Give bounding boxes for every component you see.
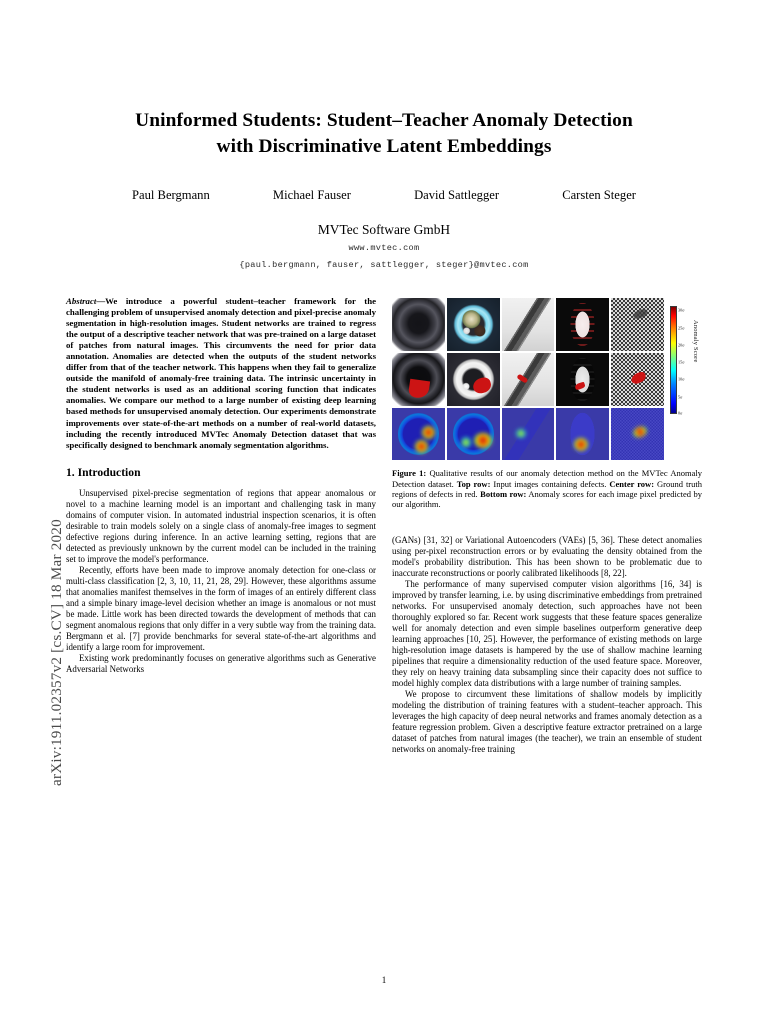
abstract	[66, 296, 376, 451]
figure-caption-bottom-row-label: Bottom row:	[480, 488, 527, 499]
intro-paragraph-2: Recently, efforts have been made to improve anomaly detection for one-class or multi-class classification [2, 3, 10, 11, 21, 28, 29]. However, these algorithms assume that anomalies manifest themselves in the form of images of an entirely different class and a simple binary image-level decision whether an image is anomalous or not must be made. Little work has been directed towards the development of methods that can segment anomalous regions that only differ in a very subtle way from the training data. Bergmann et al. [7] provide benchmarks for several state-of-the-art algorithms and identify a large room for improvement.	[66, 564, 376, 652]
page-number: 1	[381, 975, 387, 985]
figure-caption-top-row-label: Top row:	[456, 478, 491, 489]
colorbar-ticks	[678, 306, 692, 414]
author-3: David Sattlegger	[414, 188, 500, 202]
tile-anomaly-bottle	[392, 408, 445, 461]
section-heading-introduction: 1. Introduction	[66, 465, 141, 479]
figure-caption-part-2: Input images containing defects.	[490, 478, 610, 489]
figure-caption-center-row-label: Center row:	[609, 478, 655, 489]
tile-groundtruth-texture	[611, 353, 664, 406]
right-paragraph-1: (GANs) [31, 32] or Variational Autoencoders (VAEs) [5, 36]. These detect anomalies using per-pixel reconstruction errors or by evaluating the density obtained from the model's probability distribution. This has been shown to be problematic due to inaccurate reconstructions or poorly calibrated likelihoods [8, 22].	[392, 535, 702, 578]
colorbar-tick-4: 10σ	[678, 376, 685, 382]
tile-anomaly-capsule	[556, 408, 609, 461]
figure-caption-part-1: Qualitative results of our anomaly detection method on the MVTec Anomaly Detection dataset.	[392, 468, 702, 489]
colorbar-tick-5: 5σ	[678, 394, 683, 400]
colorbar-gradient	[670, 306, 677, 414]
paper-title-line-2: with Discriminative Latent Embeddings	[216, 136, 552, 157]
page-title	[84, 108, 684, 160]
author-1: Paul Bergmann	[132, 188, 210, 202]
tile-anomaly-screw	[502, 408, 555, 461]
affiliation: MVTec Software GmbH	[317, 222, 451, 237]
tile-input-capsule	[556, 298, 609, 351]
colorbar-tick-2: 20σ	[678, 342, 685, 348]
figure-1	[392, 298, 702, 510]
figure-caption-part-3: Ground truth regions of defects in red.	[392, 478, 702, 499]
intro-paragraph-1: Unsupervised pixel-precise segmentation of regions that appear anomalous or novel to a machine learning model is an important and challenging task in many domains of computer vision. In automated industrial inspection scenarios, it is often desirable to train models solely on a single class of anomaly-free images to segment defective regions during inference. In an active learning setting, regions that are detected as previously unknown by the current model can be included in the training set to improve the model's performance.	[66, 487, 376, 564]
author-list	[84, 188, 684, 203]
tile-input-texture	[611, 298, 664, 351]
tile-anomaly-cable	[447, 408, 500, 461]
figure-caption	[392, 468, 702, 509]
left-column	[66, 296, 376, 675]
tile-input-bottle	[392, 298, 445, 351]
colorbar-axis-label: Anomaly Score	[692, 320, 699, 363]
affiliation-url[interactable]: www.mvtec.com	[348, 243, 420, 253]
figure-caption-label: Figure 1:	[392, 468, 427, 479]
arxiv-stamp: arXiv:1911.02357v2 [cs.CV] 18 Mar 2020	[48, 519, 65, 786]
tile-anomaly-texture	[611, 408, 664, 461]
colorbar-tick-3: 15σ	[678, 359, 685, 365]
author-emails[interactable]: {paul.bergmann, fauser, sattlegger, steger}@mvtec.com	[239, 260, 529, 270]
intro-paragraph-3: Existing work predominantly focuses on generative algorithms such as Generative Adversarial Networks	[66, 652, 376, 674]
tile-groundtruth-cable	[447, 353, 500, 406]
right-paragraph-3: We propose to circumvent these limitations of shallow models by implicitly modeling the distribution of training features with a student–teacher approach. This leverages the high capacity of deep neural networks and frames anomaly detection as a feature regression problem. Given a descriptive feature extractor pretrained on a large dataset of patches from natural images (the teacher), we train an ensemble of student networks on anomaly-free training	[392, 689, 702, 754]
tile-groundtruth-bottle	[392, 353, 445, 406]
paper-title-line-1: Uninformed Students: Student–Teacher Anomaly Detection	[135, 110, 633, 131]
figure-caption-part-4: Anomaly scores for each image pixel predicted by our algorithm.	[392, 488, 702, 510]
abstract-text: We introduce a powerful student–teacher framework for the challenging problem of unsupervised anomaly detection and pixel-precise anomaly segmentation in high-resolution images. Student networks are trained to regress the output of a descriptive teacher network that was pre-trained on a large dataset of patches from natural images. This circumvents the need for prior data annotation. Anomalies are detected when the outputs of the student networks differ from that of the teacher network. This happens when they fail to generalize outside the manifold of anomaly-free training data. The intrinsic uncertainty in the student networks is used as an additional scoring function that indicates anomalies. We compare our method to a large number of existing deep learning based methods for unsupervised anomaly detection. Our experiments demonstrate improvements over state-of-the-art methods on a number of real-world datasets, including the recently introduced MVTec Anomaly Detection dataset that was specifically designed to benchmark anomaly segmentation algorithms.	[66, 296, 376, 450]
figure-image-grid	[392, 298, 664, 460]
abstract-label: Abstract	[66, 296, 97, 306]
tile-groundtruth-screw	[502, 353, 555, 406]
tile-input-cable	[447, 298, 500, 351]
abstract-dash: —	[96, 296, 106, 306]
author-2: Michael Fauser	[272, 188, 351, 202]
title-block	[84, 108, 684, 160]
figure-image-area	[392, 298, 702, 460]
tile-input-screw	[502, 298, 555, 351]
colorbar-tick-6: 0σ	[678, 410, 683, 416]
anomaly-score-colorbar	[670, 306, 699, 414]
tile-groundtruth-capsule	[556, 353, 609, 406]
colorbar-tick-0: 30σ	[678, 307, 685, 313]
right-column	[392, 535, 702, 755]
author-4: Carsten Steger	[562, 188, 636, 202]
right-paragraph-2: The performance of many supervised computer vision algorithms [16, 34] is improved by transfer learning, i.e. by using discriminative embeddings from pretrained networks. For unsupervised anomaly detection, such approaches have not been thoroughly explored so far. Recent work suggests that these feature spaces generalize well for anomaly detection and even simple baselines outperform generative deep learning approaches [10, 25]. However, the performance of existing methods on large high-resolution image datasets is hampered by the use of shallow machine learning pipelines that require a dimensionality reduction of the used feature space. Moreover, they rely on heavy training data subsampling since their capacity does not suffice to model highly complex data distributions with a large number of training samples.	[392, 579, 702, 688]
colorbar-tick-1: 25σ	[678, 325, 685, 331]
